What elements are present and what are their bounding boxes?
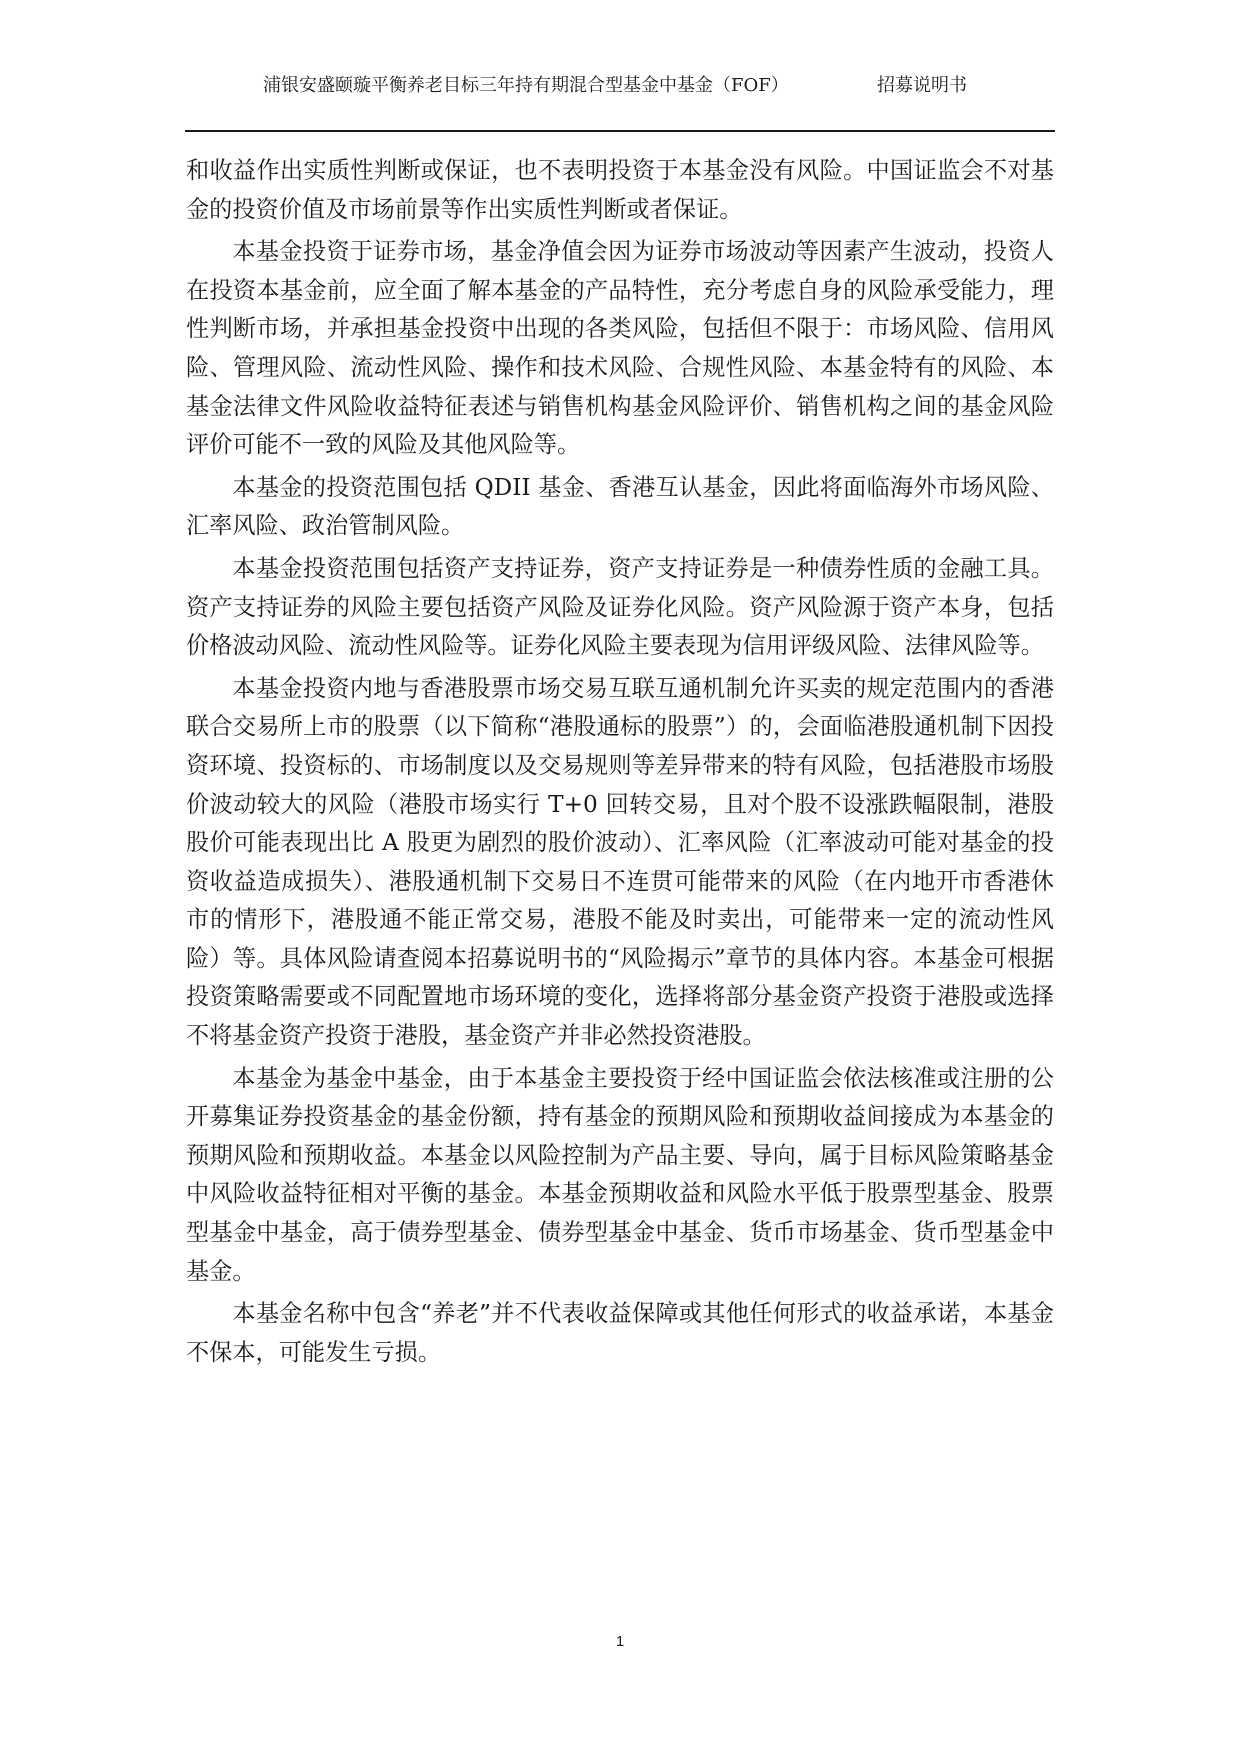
- paragraph-hk-stock-connect-risk: 本基金投资内地与香港股票市场交易互联互通机制允许买卖的规定范围内的香港联合交易所上市的股票（以下简称“港股通标的股票”）的，会面临港股通机制下因投资环境、投资标的、市场制度以及交易规则等差异带来的特有风险，包括港股市场股价波动较大的风险（港股市场实行 T+0 回转交易，且对个股不设涨跌幅限制，港股股价可能表现出比 A 股更为剧烈的股价波动）、汇率风险（汇率波动可能对基金的投资收益造成损失）、港股通机制下交易日不连贯可能带来的风险（在内地开市香港休市的情形下，港股通不能正常交易，港股不能及时卖出，可能带来一定的流动性风险）等。具体风险请查阅本招募说明书的“风险揭示”章节的具体内容。本基金可根据投资策略需要或不同配置地市场环境的变化，选择将部分基金资产投资于港股或选择不将基金资产投资于港股，基金资产并非必然投资港股。: [186, 674, 1054, 1050]
- header-doc-type: 招募说明书: [877, 75, 967, 96]
- paragraph-continuation: 和收益作出实质性判断或保证，也不表明投资于本基金没有风险。中国证监会不对基金的投资价值及市场前景等作出实质性判断或者保证。: [186, 157, 1054, 223]
- paragraph-qdii-risk: 本基金的投资范围包括 QDII 基金、香港互认基金，因此将面临海外市场风险、汇率风险、政治管制风险。: [186, 473, 1054, 540]
- body-text: [186, 152, 1054, 1376]
- page-number: 1: [615, 1633, 625, 1650]
- paragraph-market-risk: 本基金投资于证券市场，基金净值会因为证券市场波动等因素产生波动，投资人在投资本基金前，应全面了解本基金的产品特性，充分考虑自身的风险承受能力，理性判断市场，并承担基金投资中出现的各类风险，包括但不限于：市场风险、信用风险、管理风险、流动性风险、操作和技术风险、合规性风险、本基金特有的风险、本基金法律文件风险收益特征表述与销售机构基金风险评价、销售机构之间的基金风险评价可能不一致的风险及其他风险等。: [186, 238, 1054, 459]
- page-header: [185, 72, 1055, 132]
- paragraph-pension-disclaimer: 本基金名称中包含“养老”并不代表收益保障或其他任何形式的收益承诺，本基金不保本，可能发生亏损。: [186, 1300, 1054, 1366]
- paragraph-abs-risk: 本基金投资范围包括资产支持证券，资产支持证券是一种债券性质的金融工具。资产支持证券的风险主要包括资产风险及证券化风险。资产风险源于资产本身，包括价格波动风险、流动性风险等。证券化风险主要表现为信用评级风险、法律风险等。: [186, 554, 1054, 660]
- header-title: 浦银安盛颐璇平衡养老目标三年持有期混合型基金中基金（FOF）: [263, 75, 789, 96]
- paragraph-fof-risk-profile: 本基金为基金中基金，由于本基金主要投资于经中国证监会依法核准或注册的公开募集证券投资基金的基金份额，持有基金的预期风险和预期收益间接成为本基金的预期风险和预期收益。本基金以风险控制为产品主要、导向，属于目标风险策略基金中风险收益特征相对平衡的基金。本基金预期收益和风险水平低于股票型基金、股票型基金中基金，高于债券型基金、债券型基金中基金、货币市场基金、货币型基金中基金。: [186, 1064, 1054, 1285]
